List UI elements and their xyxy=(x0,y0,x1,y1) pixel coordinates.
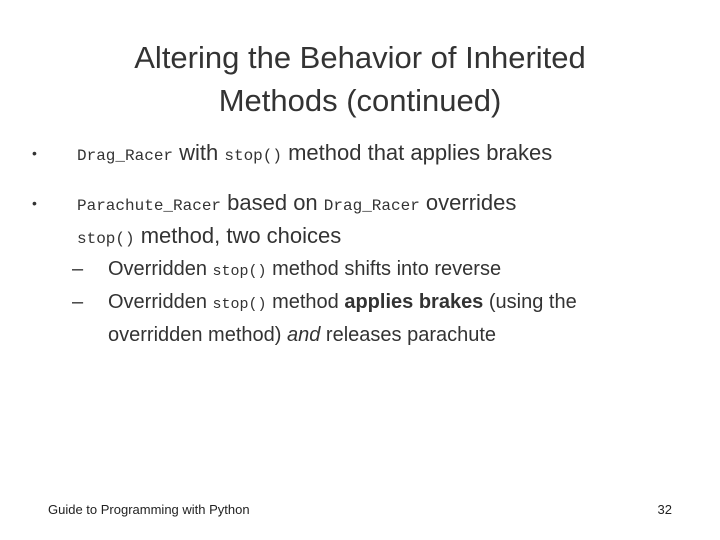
text-span: with xyxy=(173,140,225,165)
slide-title xyxy=(0,36,720,122)
sub-bullet-marker: – xyxy=(72,258,84,280)
bullet-text xyxy=(77,138,677,171)
text-span: (using the overridden method) xyxy=(108,291,577,346)
code-span: stop() xyxy=(212,263,267,280)
sub-bullet-text xyxy=(108,254,668,287)
sub-bullet-text xyxy=(108,287,668,350)
title-line-2: Methods (continued) xyxy=(218,83,502,118)
text-span: releases parachute xyxy=(320,324,497,346)
text-span: method, two choices xyxy=(134,223,342,248)
text-span: overrides xyxy=(419,190,517,215)
text-span: Overridden xyxy=(108,258,213,280)
bullet-marker: • xyxy=(32,195,37,211)
text-span: based on xyxy=(221,190,324,215)
bold-span: applies brakes xyxy=(344,291,484,313)
code-span: Drag_Racer xyxy=(77,147,174,165)
text-span: method xyxy=(266,291,345,313)
bullet-marker: • xyxy=(32,145,37,161)
bullet-text xyxy=(77,188,677,254)
code-span: stop() xyxy=(212,296,267,313)
text-span: method that applies brakes xyxy=(281,140,553,165)
sub-bullet-marker: – xyxy=(72,291,84,313)
italic-span: and xyxy=(286,324,321,346)
code-span: stop() xyxy=(224,147,282,165)
code-span: stop() xyxy=(77,230,135,248)
code-span: Drag_Racer xyxy=(323,197,420,215)
footer-course-title: Guide to Programming with Python xyxy=(48,502,250,517)
text-span: method shifts into reverse xyxy=(266,258,502,280)
text-span: Overridden xyxy=(108,291,213,313)
title-line-1: Altering the Behavior of Inherited xyxy=(134,40,586,75)
code-span: Parachute_Racer xyxy=(77,197,222,215)
page-number: 32 xyxy=(657,502,672,517)
